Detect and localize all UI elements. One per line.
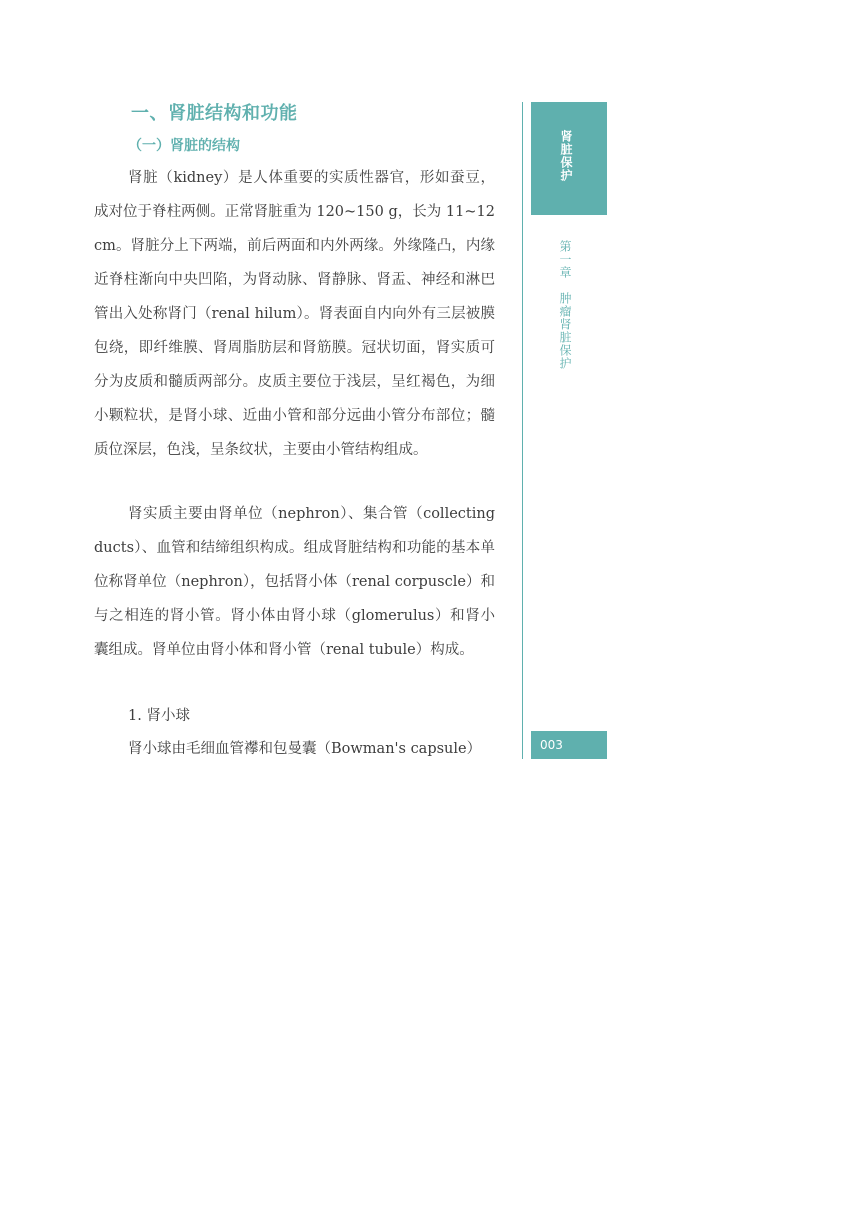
page-number: 003 [540,738,563,752]
chapter-label: 第一章 肿瘤肾脏保护 [558,240,572,370]
subsection-title: （一）肾脏的结构 [128,138,240,154]
margin-divider [522,102,523,759]
paragraph-kidney-parenchyma: 肾实质主要由肾单位（nephron）、集合管（collecting ducts）、血管和结缔组织构成。组成肾脏结构和功能的基本单位称肾单位（nephron），包括肾小体（renal corpuscle）和与之相连的肾小管。肾小体由肾小球（glomerulus）和肾小囊组成。肾单位由肾小体和肾小管（renal tubule）构成。 [94,506,495,658]
section-title: 一、肾脏结构和功能 [131,103,298,124]
paragraph-kidney-overview: 肾脏（kidney）是人体重要的实质性器官，形如蚕豆，成对位于脊柱两侧。正常肾脏重为 120~150 g，长为 11~12 cm。肾脏分上下两端，前后两面和内外两缘。外缘隆凸，内缘近脊柱渐向中央凹陷，为肾动脉、肾静脉、肾盂、神经和淋巴管出入处称肾门（renal hilum）。肾表面自内向外有三层被膜包绕，即纤维膜、肾周脂肪层和肾筋膜。冠状切面，肾实质可分为皮质和髓质两部分。皮质主要位于浅层，呈红褐色，为细小颗粒状，是肾小球、近曲小管和部分远曲小管分布部位；髓质位深层，色浅，呈条纹状，主要由小管结构组成。 [94,170,495,458]
side-tab-label: 肾脏保护 [559,130,573,182]
paragraph-glomerulus: 肾小球由毛细血管襻和包曼囊（Bowman's capsule） [128,741,482,757]
item-heading-glomerulus: 1. 肾小球 [128,708,190,724]
